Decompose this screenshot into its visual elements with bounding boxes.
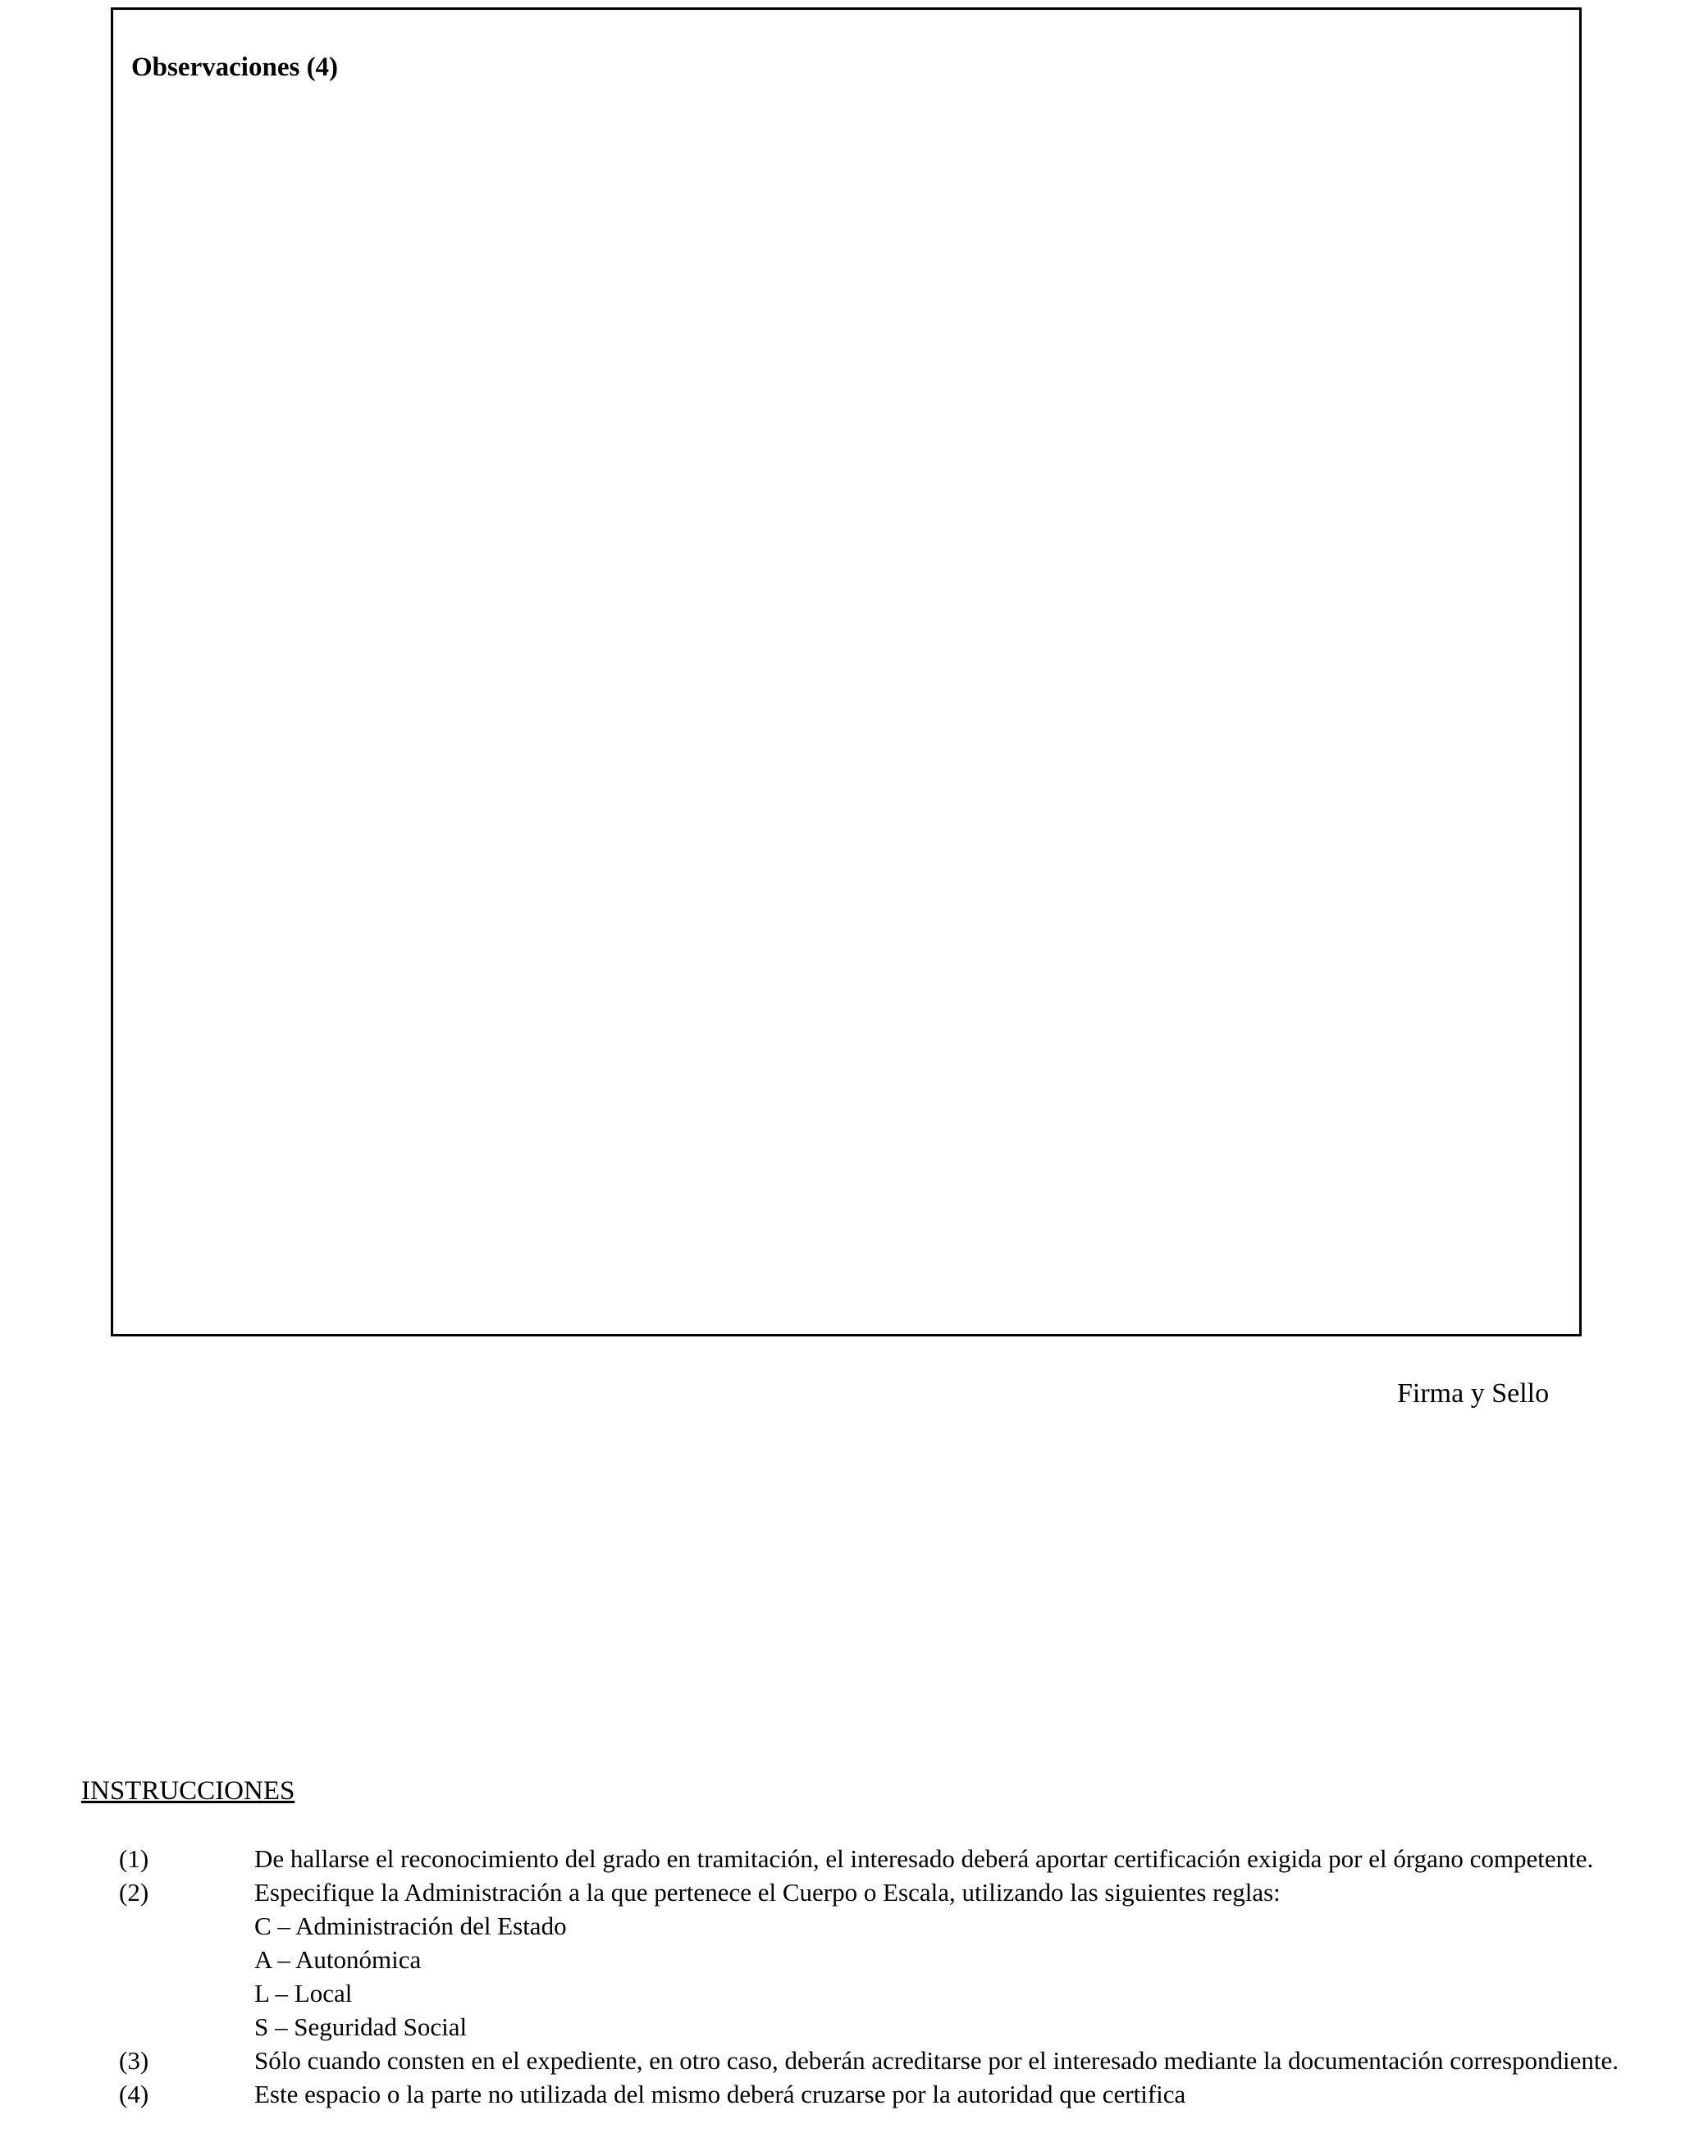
- instruction-text: L – Local: [254, 1979, 353, 2008]
- signature-label: Firma y Sello: [1397, 1378, 1550, 1409]
- instruction-number: (2): [119, 1878, 149, 1907]
- instruction-item: [0, 2012, 1708, 2045]
- instruction-text: S – Seguridad Social: [254, 2012, 468, 2041]
- observations-box: [111, 7, 1582, 1336]
- instruction-text: De hallarse el reconocimiento del grado en tramitación, el interesado deberá aportar certificación exigida por el órgano competente.: [254, 1844, 1594, 1873]
- instruction-number: (4): [119, 2080, 149, 2108]
- instruction-text: C – Administración del Estado: [254, 1912, 567, 1940]
- instruction-item: [0, 1979, 1708, 2012]
- instruction-item: [0, 1878, 1708, 1911]
- instruction-item: [0, 1912, 1708, 1944]
- instructions-heading: INSTRUCCIONES: [81, 1776, 295, 1806]
- instruction-item: [0, 1844, 1708, 1877]
- instruction-text: Especifique la Administración a la que pertenece el Cuerpo o Escala, utilizando las siguientes reglas:: [254, 1878, 1281, 1907]
- instruction-text: Sólo cuando consten en el expediente, en otro caso, deberán acreditarse por el interesado mediante la documentación correspondiente.: [254, 2046, 1619, 2075]
- instruction-number: (1): [119, 1844, 149, 1873]
- instruction-item: [0, 2080, 1708, 2113]
- instruction-text: Este espacio o la parte no utilizada del mismo deberá cruzarse por la autoridad que certifica: [254, 2080, 1186, 2108]
- instruction-item: [0, 2046, 1708, 2079]
- instruction-item: [0, 1945, 1708, 1978]
- instruction-text: A – Autonómica: [254, 1945, 422, 1974]
- instruction-number: (3): [119, 2046, 149, 2075]
- observations-title: Observaciones (4): [131, 53, 339, 82]
